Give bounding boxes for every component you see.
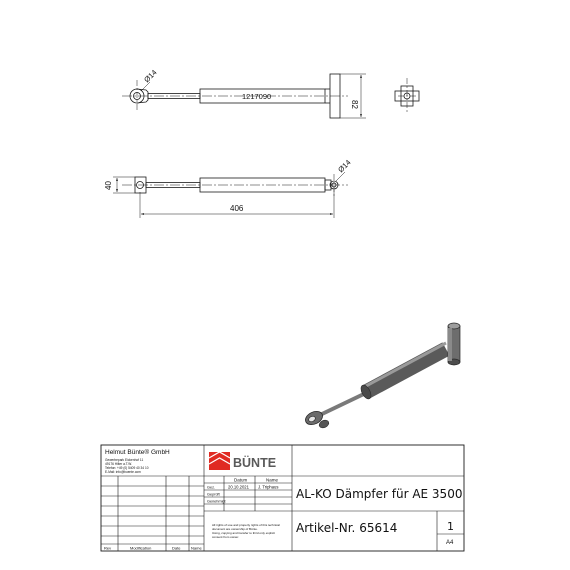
paper-format: A4 [446,540,454,546]
gez-date: 20.10.2021 [228,484,249,490]
logo-red-block [209,452,230,470]
dim-overall-length: 406 [230,204,244,213]
rights-note-3: Using, copying and transfer to third only explicit [212,531,275,535]
dim-eye-diameter-side: Ø14 [336,157,353,175]
gez-name: J. Triphaus [258,484,279,490]
rev-header-modification: Modification [130,545,152,551]
rights-note-4: consent from owner. [212,535,240,539]
iso-piston-rod [322,392,368,414]
dim-eye-diameter-top: Ø14 [142,67,159,85]
logo-text: BÜNTE [233,456,277,470]
company-name: Helmut Bünte® GmbH [105,449,170,456]
dim-side-height: 40 [104,181,113,190]
dim-t-height: 82 [350,100,359,109]
part-number-label: 1217090 [242,92,272,101]
iso-cylinder [366,349,446,392]
address-line-2: 49176 Hilter a.T.W. [105,462,132,466]
rights-note-2: document are ownership of Bünte. [212,527,258,531]
rev-header-name: Name [191,545,202,551]
buente-logo [209,452,276,470]
end-view [395,78,419,114]
row-genehmigt: Genehmigt [207,499,226,504]
row-gez: Gez. [207,485,216,490]
address-line-3: Telefon: +49 (0) 5409 40 34 10 [105,466,149,470]
sheet-number: 1 [447,520,454,533]
article-number: Artikel-Nr. 65614 [296,521,398,535]
drawing-title: AL-KO Dämpfer für AE 3500 [296,487,463,501]
row-geprueft: Geprüft [207,492,220,497]
address-line-4: E-Mail: info@buente.com [105,470,141,474]
col-name: Name [266,477,279,483]
address-line-1: Gewerbepark Eickenhof 11 [105,458,144,462]
col-datum: Datum [234,477,248,483]
rights-note-1: All rights of use and property rights of this technical [212,523,280,527]
isometric-view [303,323,460,429]
rev-header-rev: Rev [104,545,112,551]
rev-header-date: Date [172,545,181,551]
